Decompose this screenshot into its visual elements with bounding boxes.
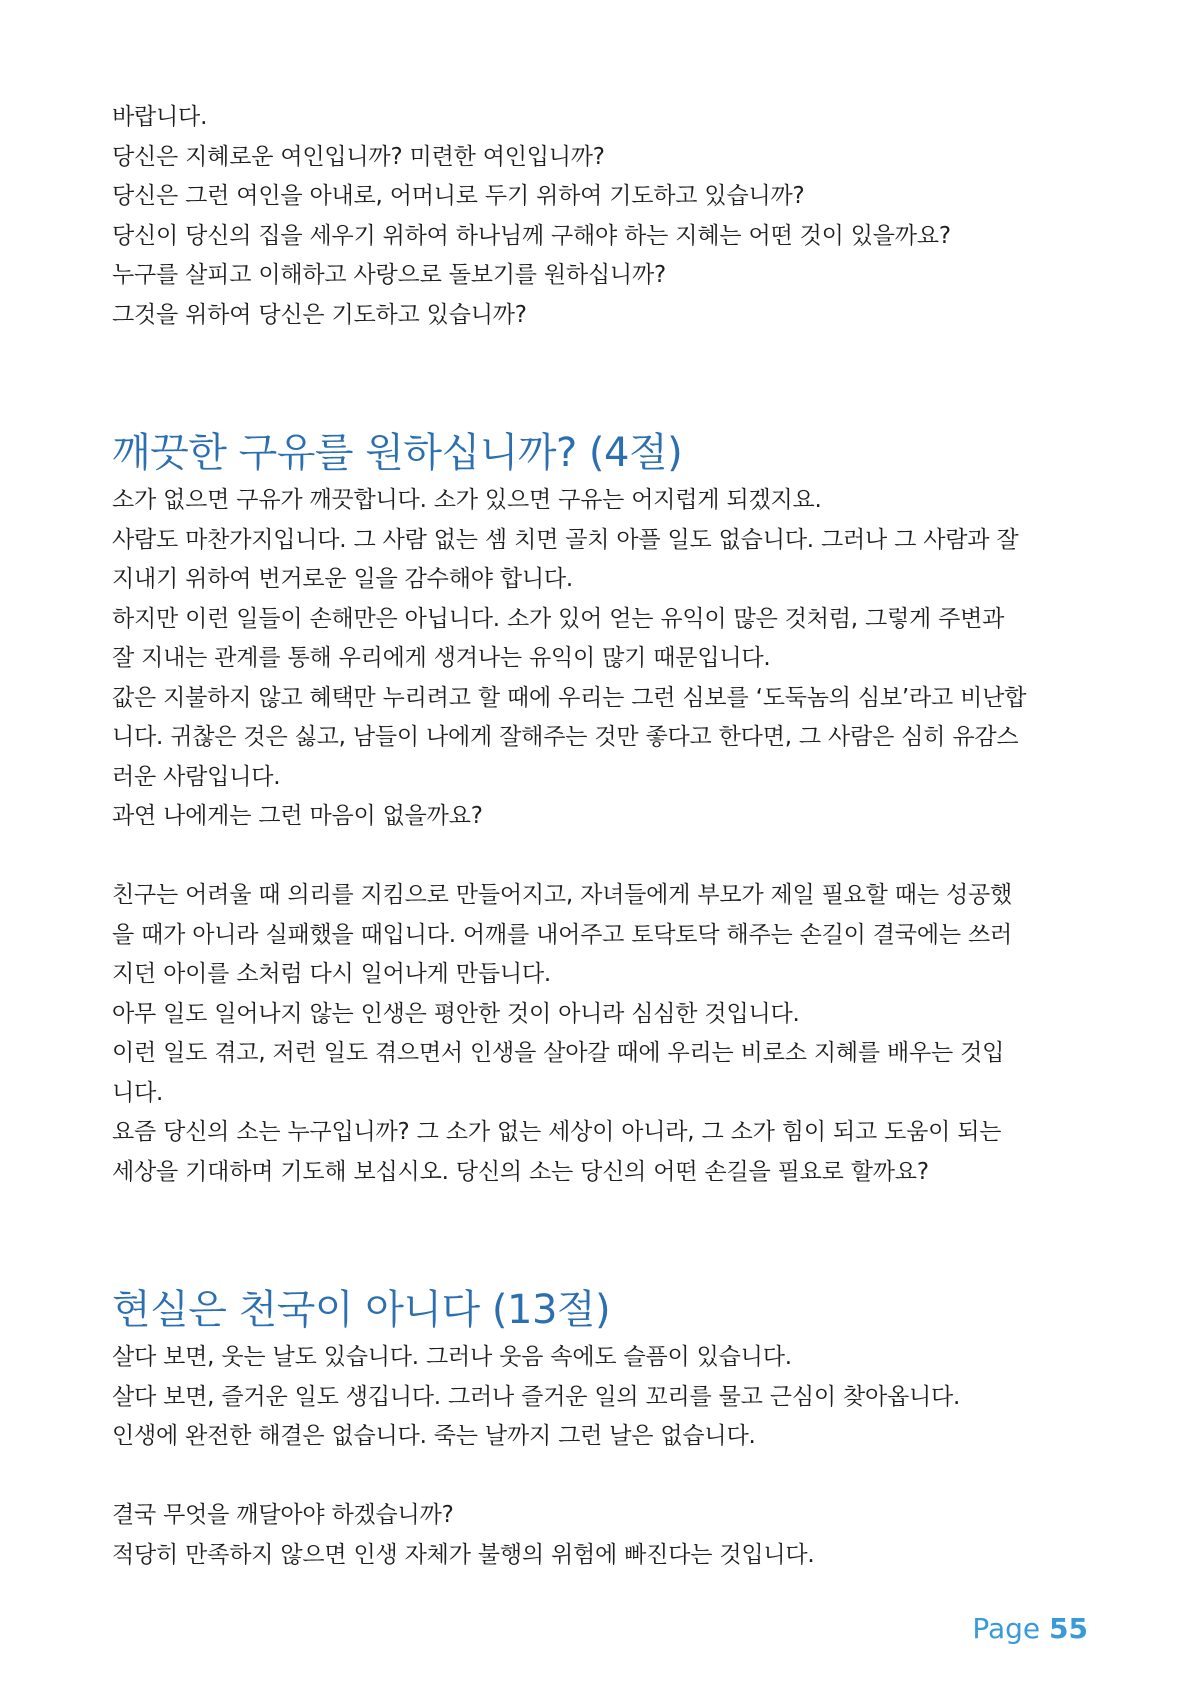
- text-line: 적당히 만족하지 않으면 인생 자체가 불행의 위험에 빠진다는 것입니다.: [112, 1541, 815, 1568]
- text-line: 잘 지내는 관계를 통해 우리에게 생겨나는 유익이 많기 때문입니다.: [112, 645, 771, 671]
- text-line: 친구는 어려울 때 의리를 지킴으로 만들어지고, 자녀들에게 부모가 제일 필요할 때는 성공했: [112, 882, 1012, 908]
- text-line: 세상을 기대하며 기도해 보십시오. 당신의 소는 당신의 어떤 손길을 필요로 할까요?: [112, 1158, 929, 1185]
- section1-paragraph-2: [112, 876, 1092, 1192]
- page-number-value: 55: [1049, 1612, 1088, 1645]
- page-body: [112, 98, 1092, 1575]
- text-line: 그것을 위하여 당신은 기도하고 있습니까?: [112, 301, 527, 328]
- text-line: 지던 아이를 소처럼 다시 일어나게 만듭니다.: [112, 961, 551, 987]
- text-line: 소가 없으면 구유가 깨끗합니다. 소가 있으면 구유는 어지럽게 되겠지요.: [112, 487, 822, 513]
- text-line: 당신이 당신의 집을 세우기 위하여 하나님께 구해야 하는 지혜는 어떤 것이 있을까요?: [112, 222, 951, 249]
- section-gap: [112, 335, 1092, 427]
- text-line: 값은 지불하지 않고 혜택만 누리려고 할 때에 우리는 그런 심보를 ‘도둑놈의 심보’라고 비난합: [112, 684, 1027, 711]
- text-line: 당신은 그런 여인을 아내로, 어머니로 두기 위하여 기도하고 있습니까?: [112, 183, 805, 209]
- paragraph-gap: [112, 837, 1092, 877]
- text-line: 당신은 지혜로운 여인입니까? 미련한 여인입니까?: [112, 143, 605, 170]
- text-line: 러운 사람입니다.: [112, 763, 281, 790]
- section-heading: 현실은 천국이 아니다 (13절): [112, 1287, 611, 1333]
- text-line: 니다. 귀찮은 것은 싫고, 남들이 나에게 잘해주는 것만 좋다고 한다면, 그 사람은 심히 유감스: [112, 724, 1019, 750]
- text-line: 인생에 완전한 해결은 없습니다. 죽는 날까지 그런 날은 없습니다.: [112, 1423, 756, 1449]
- text-line: 지내기 위하여 번거로운 일을 감수해야 합니다.: [112, 566, 574, 592]
- text-line: 사람도 마찬가지입니다. 그 사람 없는 셈 치면 골치 아플 일도 없습니다. 그러나 그 사람과 잘: [112, 526, 1019, 553]
- section2-paragraph-1: [112, 1338, 1092, 1457]
- text-line: 이런 일도 겪고, 저런 일도 겪으면서 인생을 살아갈 때에 우리는 비로소 지혜를 배우는 것입: [112, 1040, 1005, 1066]
- text-line: 살다 보면, 즐거운 일도 생깁니다. 그러나 즐거운 일의 꼬리를 물고 근심이 찾아옵니다.: [112, 1383, 961, 1410]
- section1-paragraph-1: [112, 481, 1092, 837]
- text-line: 누구를 살피고 이해하고 사랑으로 돌보기를 원하십니까?: [112, 262, 666, 288]
- section-heading: 깨끗한 구유를 원하십니까? (4절): [112, 430, 683, 476]
- page-number: [972, 1612, 1088, 1645]
- page-label: Page: [972, 1612, 1041, 1645]
- section2-paragraph-2: [112, 1496, 1092, 1575]
- text-line: 살다 보면, 웃는 날도 있습니다. 그러나 웃음 속에도 슬픔이 있습니다.: [112, 1344, 792, 1370]
- text-line: 바랍니다.: [112, 104, 208, 130]
- text-line: 과연 나에게는 그런 마음이 없을까요?: [112, 803, 483, 829]
- text-line: 을 때가 아니라 실패했을 때입니다. 어깨를 내어주고 토닥토닥 해주는 손길이 결국에는 쓰러: [112, 921, 1012, 948]
- text-line: 니다.: [112, 1079, 164, 1106]
- text-line: 결국 무엇을 깨달아야 하겠습니까?: [112, 1502, 454, 1528]
- section-gap: [112, 1192, 1092, 1284]
- paragraph-gap: [112, 1457, 1092, 1497]
- text-line: 요즘 당신의 소는 누구입니까? 그 소가 없는 세상이 아니라, 그 소가 힘이 되고 도움이 되는: [112, 1119, 1002, 1145]
- text-line: 아무 일도 일어나지 않는 인생은 평안한 것이 아니라 심심한 것입니다.: [112, 1000, 800, 1027]
- text-line: 하지만 이런 일들이 손해만은 아닙니다. 소가 있어 얻는 유익이 많은 것처럼, 그렇게 주변과: [112, 605, 1005, 632]
- intro-paragraph: [112, 98, 1092, 335]
